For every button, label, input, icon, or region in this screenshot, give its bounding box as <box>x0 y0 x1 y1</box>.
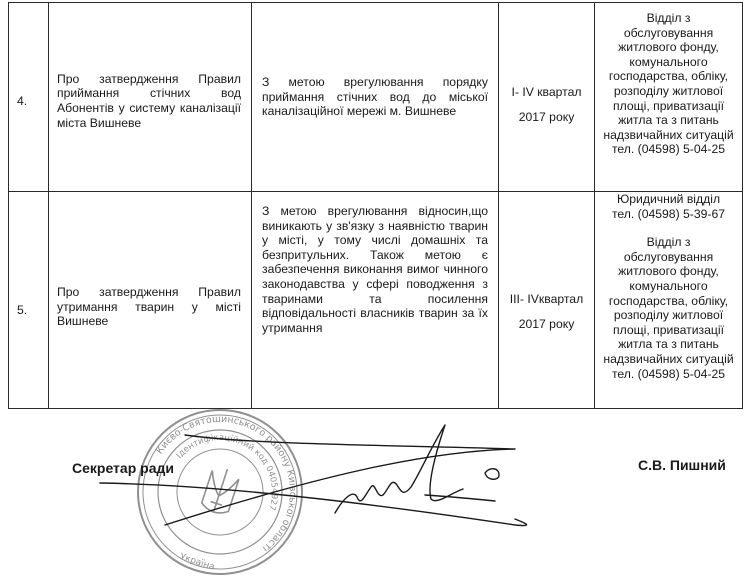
stamp-inner-text: Ідентифікаційний код 04054927 <box>174 432 280 512</box>
responsible-line: житлового фонду, <box>618 264 719 279</box>
spacer <box>595 221 742 235</box>
term-line: 2017 року <box>518 317 575 331</box>
responsible-line: господарства, обліку, <box>608 69 729 84</box>
row-number: 5. <box>17 302 28 317</box>
row-title-cell <box>49 192 252 409</box>
secretary-label: Секретар ради <box>72 460 174 476</box>
row-term-cell <box>499 192 595 409</box>
stamp-bottom-text: Україна <box>178 552 216 573</box>
plan-table <box>8 2 743 409</box>
responsible-line: житла та з питань <box>618 113 719 128</box>
responsible-line: господарства, обліку, <box>608 293 729 308</box>
term-line: І- ІV квартал <box>511 85 582 100</box>
responsible-line: житла та з питань <box>618 337 719 352</box>
responsible-line: тел. (04598) 5-04-25 <box>611 142 726 157</box>
table-row <box>9 192 743 409</box>
responsible-line: комунального <box>629 278 708 293</box>
responsible-line: площі, приватизації <box>613 98 724 113</box>
row-responsible-cell <box>595 192 743 409</box>
handwritten-signature <box>95 415 655 530</box>
row-purpose: З метою врегулювання відносин,що виникають у зв'язку з наявністю тварин у місті, у тому числі домашніх та безпритульних. Також метою є забезпечення виконання вимог чинного законодавства у сфері поводження з тваринами та посилення відповідальності власників тварин за їх утримання <box>262 204 488 335</box>
row-purpose-cell <box>252 3 499 192</box>
responsible-line: Юридичний відділ <box>616 192 721 206</box>
row-title: Про затвердження Правил утримання тварин у місті Вишневе <box>57 285 241 329</box>
row-term <box>499 69 594 124</box>
responsible-line: Відділ з <box>646 11 691 25</box>
row-purpose: З метою врегулювання порядку приймання стічних вод до міської каналізаційної мережі м. Вишневе <box>262 75 488 119</box>
responsible-line: надзвичайних ситуацій <box>603 127 734 142</box>
responsible-line: тел. (04598) 5-04-25 <box>611 366 726 381</box>
responsible-line: обслуговування <box>623 25 714 40</box>
stamp-outer-text: Києво-Святошинського району Київської області <box>154 413 299 555</box>
responsible-line: надзвичайних ситуацій <box>603 351 734 366</box>
responsible-line: Відділ з <box>646 235 691 250</box>
row-responsible-cell <box>595 3 743 192</box>
responsible-line: площі, приватизації <box>613 322 724 337</box>
responsible-line: житлового фонду, <box>618 40 719 55</box>
responsible-line: розподілу житлової <box>613 83 724 98</box>
row-term-cell <box>499 3 595 192</box>
signer-name: С.В. Пишний <box>638 457 726 473</box>
row-number-cell <box>9 3 49 192</box>
row-term <box>499 268 594 331</box>
responsible-line: розподілу житлової <box>613 308 724 323</box>
row-title-cell <box>49 3 252 192</box>
term-line: 2017 року <box>518 110 575 124</box>
responsible-line: комунального <box>629 54 708 69</box>
signature-block <box>0 400 750 585</box>
row-number-cell <box>9 192 49 409</box>
term-line: ІІІ- ІVквартал <box>509 292 584 307</box>
table-row <box>9 3 743 192</box>
row-purpose-cell <box>252 192 499 409</box>
responsible-line: тел. (04598) 5-39-67 <box>611 206 726 221</box>
row-title: Про затвердження Правил приймання стічних вод Абонентів у систему каналізації міста Вишневе <box>57 71 241 130</box>
responsible-line: обслуговування <box>623 249 714 264</box>
row-number: 4. <box>17 93 28 108</box>
